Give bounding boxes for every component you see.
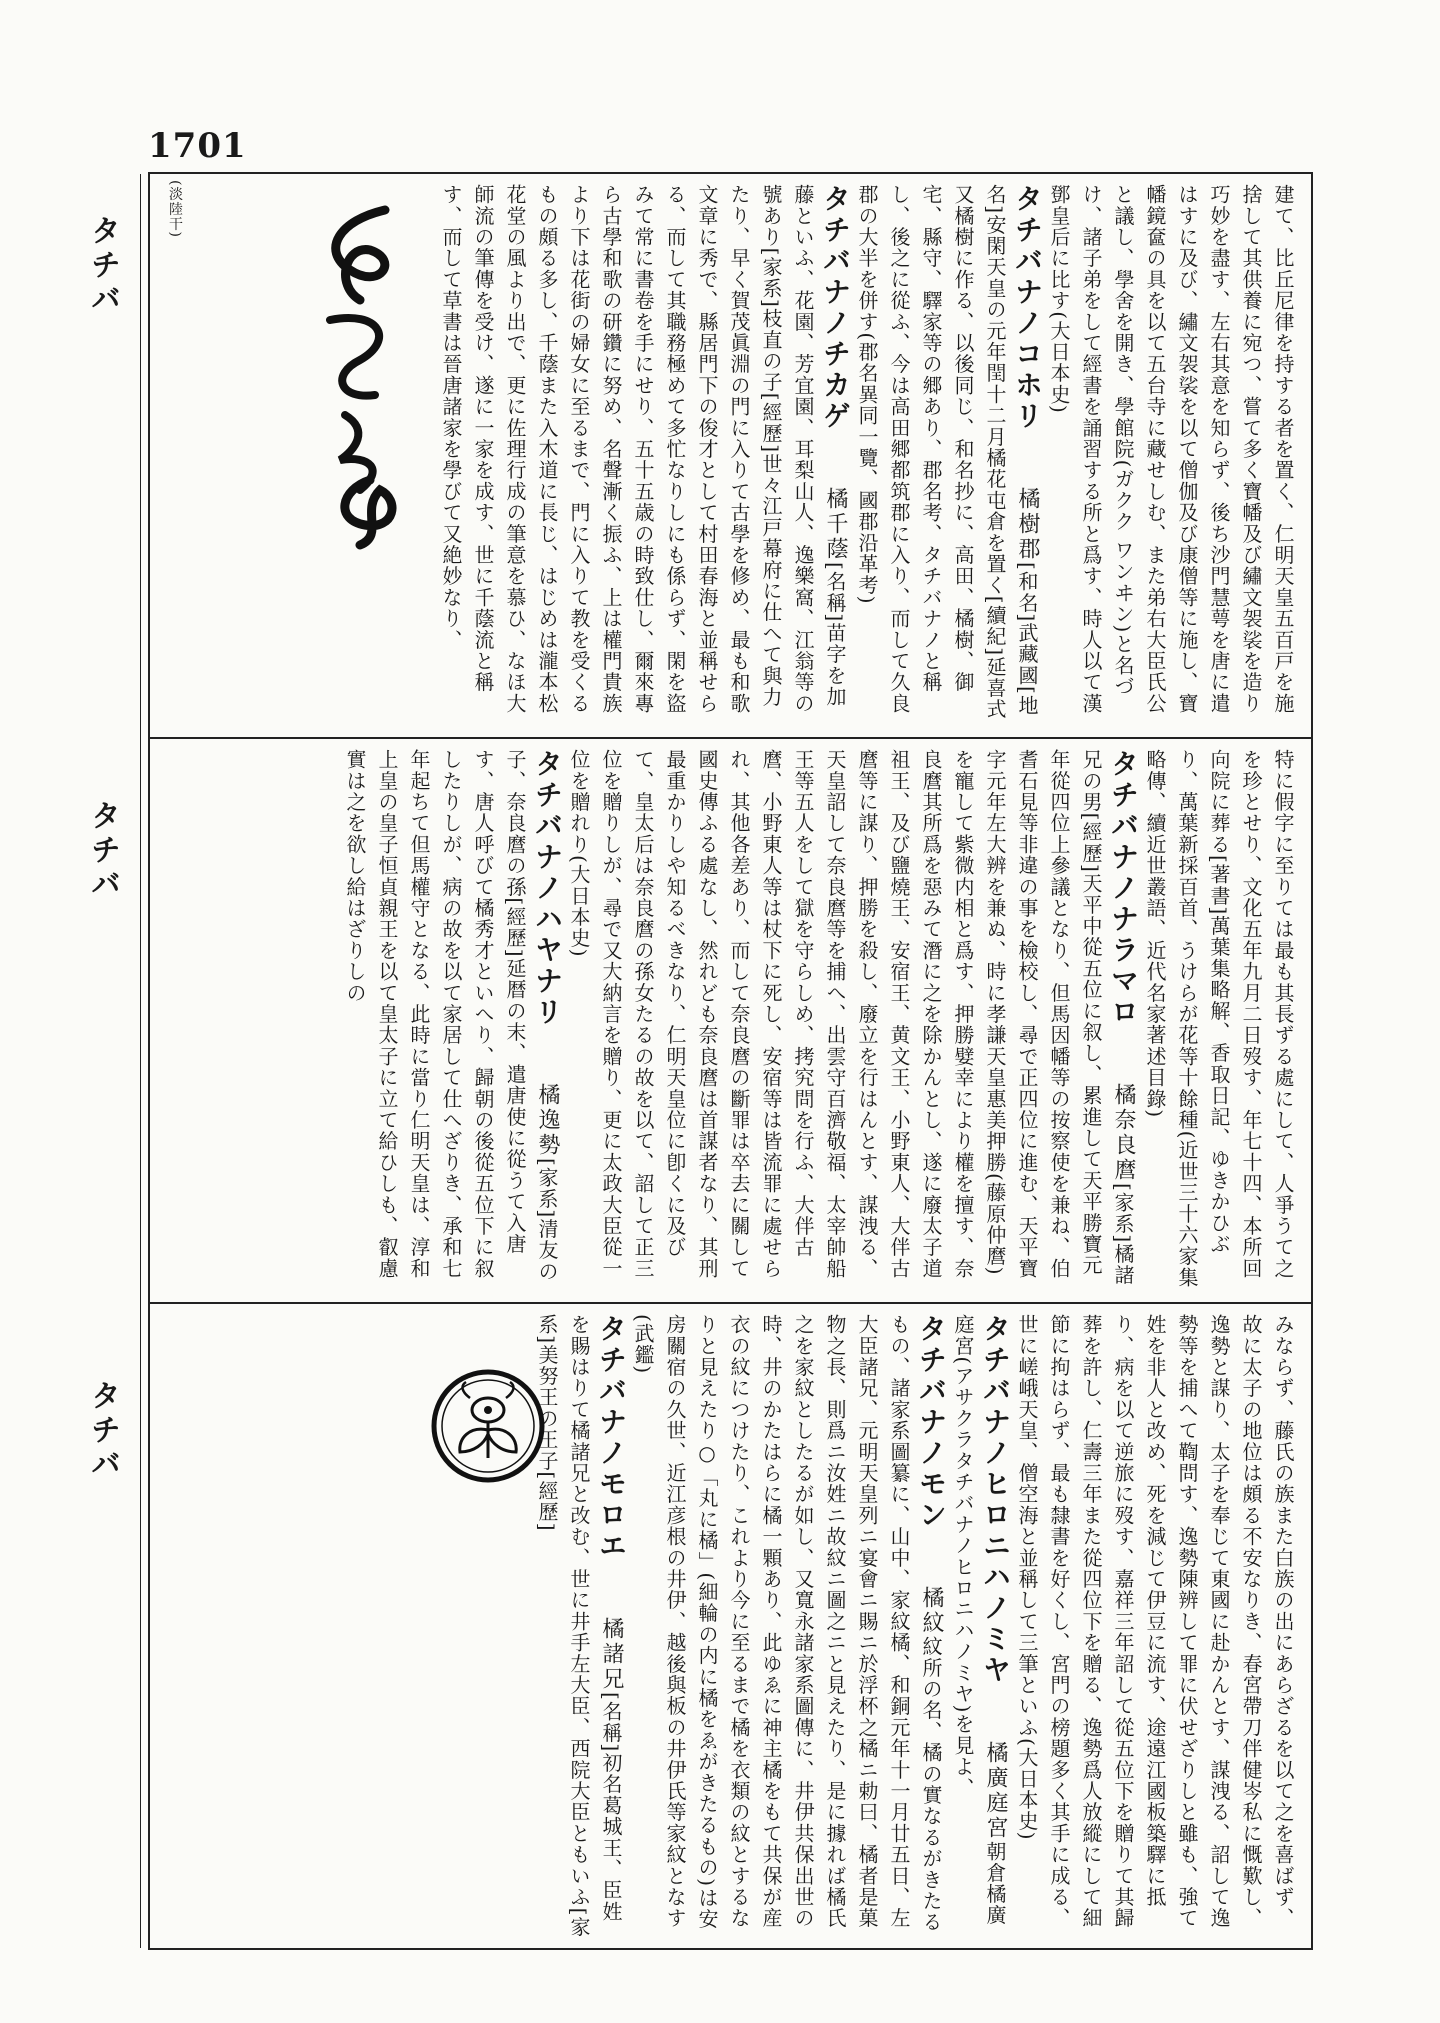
entry-body: [家系]清友の子、奈良麿の孫[經歷]延暦の末、遣唐使に從うて入唐す、唐人呼びて橘秀才といへり、歸朝の後從五位下に叙したりしが、病の故を以て家居して仕へざりき、承和七年起ちて但馬權守となる、此時に當り仁明天皇は、淳和上皇の皇子恒貞親王を以て皇太子に立て給ひしも、叡慮實は之を欲し給はざりしの	[343, 749, 559, 1283]
entry	[851, 184, 1043, 727]
continued-paragraph: 特に假字に至りては最も其長ずる處にして、人爭うて之を珍とせり、文化五年九月二日歿す、年七十四、本所回向院に葬る[著書]萬葉集略解、香取日記、ゆきかひぶり、萬葉新採百首、うけらが花等十餘種(近世三十六家集略傳、續近世叢語、近代名家著述目錄)	[1143, 749, 1295, 1289]
entry-kanji: 橘逸勢	[535, 1083, 560, 1158]
entry	[435, 184, 851, 727]
calligraphy-caption: (淡陸干)	[167, 180, 183, 238]
entry	[563, 749, 1139, 1292]
margin-label-top: タチバ	[85, 215, 120, 317]
entry-body: 朝倉橘廣庭宮(アサクラタチバナノヒロニハノミヤ)を見よ、	[951, 1314, 1007, 1926]
entry-heading: タチバナノチカゲ 橘千蔭	[819, 184, 852, 562]
continued-paragraph: 建て、比丘尼律を持する者を置く、仁明天皇五百戸を施捨して其供養に宛つ、嘗て多く寶幡及び繡文袈裟を造り巧妙を盡す、左右其意を知らず、後ち沙門慧萼を唐に遣はすに及び、繡文袈裟を以て僧伽及び康僧等に施し、寶幡鏡奩の具を以て五台寺に藏せしむ、また弟右大臣氏公と議し、學舍を開き、學館院(ガクク ワンヰン)と名づけ、諸子弟をして經書を誦習する所と爲す、時人以て漢鄧皇后に比す(大日本史)	[1047, 184, 1295, 714]
entry-body: 紋所の名、橘の實なるがきたるもの、諸家系圖纂に、山中、家紋橘、和銅元年十一月廿五日、左大臣諸兄、元明天皇列ニ宴會ニ賜ニ於浮杯之橘ニ勅曰、橘者是菓物之長、則爲ニ汝姓ニ故紋ニ圖之ニと見えたり、是に據れば橘氏之を家紋としたるが如し、又寬永諸家系圖傳に、井伊共保出世の時、井のかたはらに橘一顆あり、此ゆゑに神主橘をもて共保が産衣の紋につけたり、これより今に至るまで橘を衣類の紋とするなりと見えたり○「丸に橘」(細輪の内に橘をゑがきたるもの)は安房關宿の久世、近江彦根の井伊、越後與板の井伊氏等家紋となす(武鑑)	[631, 1314, 943, 1933]
entry-heading: タチバナノモン 橘紋	[915, 1314, 948, 1636]
margin-label-middle: タチバ	[85, 800, 120, 902]
entry-heading: タチバナノヒロニハノミヤ 橘廣庭宮	[979, 1314, 1012, 1841]
calligraphy-specimen-icon	[300, 190, 420, 550]
margin-label-bottom: タチバ	[85, 1380, 120, 1482]
entry-kanji: 橘諸兄	[599, 1617, 624, 1692]
entry-kanji: 橘紋	[919, 1586, 944, 1636]
bottom-band	[150, 1304, 1311, 1952]
entry	[339, 749, 563, 1292]
entry-heading: タチバナノナラマロ 橘奈良麿	[1107, 749, 1140, 1183]
tachibana-crest-icon	[430, 1368, 546, 1484]
middle-band	[150, 739, 1311, 1304]
continued-paragraph: みならず、藤氏の族また白族の出にあらざるを以て之を喜ばず、故に太子の地位は頗る不安なりき、春宮帶刀伴健岑私に慨歎し、逸勢と謀り、太子を奉じて東國に赴かんとす、謀洩る、詔して逸勢等を捕へて鞫問す、逸勢陳辨して罪に伏せざりしと雖も、強て姓を非人と改め、死を減じて伊豆に流す、途遠江國板築驛に抵り、病を以て逆旅に歿す、嘉祥三年詔して從五位下を贈りて其歸葬を許し、仁壽三年また從四位下を贈る、逸勢爲人放縱にして細節に拘はらず、最も隸書を好くし、宮門の榜題多く其手に成る、世に嵯峨天皇、僧空海と並稱して三筆といふ(大日本史)	[1015, 1314, 1295, 1929]
entry	[947, 1314, 1011, 1942]
entry	[627, 1314, 947, 1942]
entry-body: [家系]橘諸兄の男[經歷]天平中從五位に叙し、累進して天平勝寶元年從四位上參議となり、但馬因幡等の按察使を兼ね、伯耆石見等非違の事を檢校し、尋で正四位に進む、天平寶字元年左大辨を兼ぬ、時に孝謙天皇惠美押勝(藤原仲麿)を寵して紫微内相と爲す、押勝嬖幸により權を擅す、奈良麿其所爲を惡みて潛に之を除かんとし、遂に廢太子道祖王、及び鹽燒王、安宿王、黄文王、小野東人、大伴古麿等に謀り、押勝を殺し、廢立を行はんとす、謀洩る、天皇詔して奈良麿等を捕へ、出雲守百濟敬福、太宰帥船王等五人をして獄を守らしめ、拷究問を行ふ、大伴古麿、小野東人等は杖下に死し、安宿等は皆流罪に處せられ、其他各差あり、而して奈良麿の斷罪は卒去に關して國史傳ふる處なし、然れども奈良麿は首謀者なり、其刑最重かりしや知るべきなり、仁明天皇位に卽くに及びて、皇太后は奈良麿の孫女たるの故を以て、詔して正三位を贈りしが、尋で又大納言を贈り、更に太政大臣從一位を贈れり(大日本史)	[567, 749, 1135, 1286]
entry-heading: タチバナノコホリ 橘樹郡	[1011, 184, 1044, 562]
entry-kanji: 橘樹郡	[1015, 487, 1040, 562]
entry-kanji: 橘千蔭	[823, 487, 848, 562]
entry-body: [和名]武藏國[地名]安閑天皇の元年閏十二月橘花屯倉を置く[續紀]延喜式又橘樹に作る、以後同じ、和名抄に、高田、橘樹、御宅、縣守、驛家等の郷あり、郡名考、タチバナノと稱し、後之に從ふ、今は高田郷都筑郡に入り、而して久良郡の大半を併す(郡名異同一覽、國郡沿革考)	[855, 184, 1039, 720]
entry-kanji: 橘奈良麿	[1111, 1083, 1136, 1183]
entry-kanji: 橘廣庭宮	[983, 1741, 1008, 1841]
entry-heading: タチバナノモロエ 橘諸兄	[595, 1314, 628, 1692]
page-number: 1701	[148, 126, 247, 166]
entry-heading: タチバナノハヤナリ 橘逸勢	[531, 749, 564, 1158]
entry-body: [名稱]初名葛城王、臣姓を賜はりて橘諸兄と改む、世に井手左大臣、西院大臣ともいふ[家系]美努王の王子[經歷]	[535, 1314, 623, 1938]
entry-body: [名稱]苗字を加藤といふ、花園、芳宜園、耳梨山人、逸樂窩、江翁等の號あり[家系]枝直の子[經歷]世々江戸幕府に仕へて與力たり、早く賀茂眞淵の門に入りて古學を修め、最も和歌文章に秀で、縣居門下の俊才として村田春海と並稱せらる、而して其職務極めて多忙なりしにも係らず、閑を盜みて常に書卷を手にせり、五十五歳の時致仕し、爾來專ら古學和歌の研鑽に努め、名聲漸く振ふ、上は權門貴族より下は花街の婦女に至るまで、門に入りて教を受くるもの頗る多し、千蔭また入木道に長じ、はじめは瀧本松花堂の風より出で、更に佐理行成の筆意を慕ひ、なほ大師流の筆傳を受け、遂に一家を成す、世に千蔭流と稱す、而して草書は晉唐諸家を學びて又絶妙なり、	[439, 184, 847, 714]
